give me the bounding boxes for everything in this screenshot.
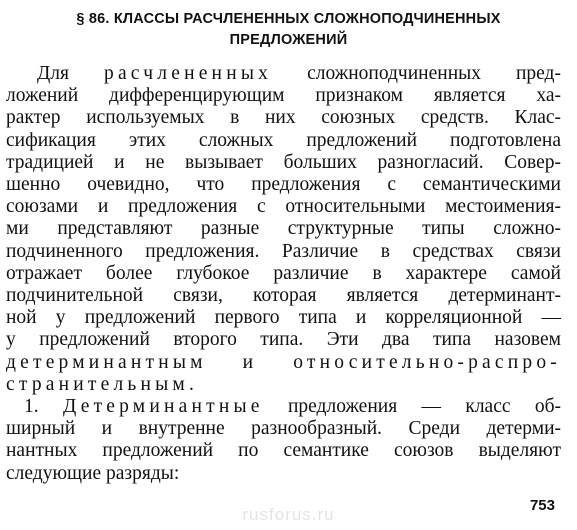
text-line: следующие разряды: (6, 462, 180, 484)
text-line: ми представляют разные структурные типы сложно- (6, 218, 561, 240)
text-line: традицией и не вызывает больших разногласий. Совер- (6, 151, 561, 173)
text-line: союзами и предложения с относительными местоимения- (6, 196, 561, 218)
spaced-term: детерминантным и относительно-распро- (6, 351, 561, 373)
watermark: rusforus.ru (242, 505, 335, 524)
text-line: у предложений второго типа. Эти два типа назовем (6, 329, 561, 351)
body-text (6, 63, 561, 485)
spaced-term: расчлененных (104, 63, 273, 84)
text-line: отражает более глубокое различие в характере самой (6, 262, 561, 284)
text-line: подчинительной связи, которая является детерминант- (6, 285, 561, 307)
text-line: сификация этих сложных предложений подготовлена (6, 129, 561, 151)
text-line: шенно очевидно, что предложения с семантическими (6, 174, 561, 196)
page-number: 753 (529, 497, 555, 514)
text-line: ложений дифференцирующим признаком является ха- (6, 85, 561, 107)
text-line: рактер используемых в них союзных средств. Клас- (6, 107, 561, 129)
spaced-term: странительным. (6, 373, 199, 395)
text-line: ширный и внутренне разнообразный. Среди детерми- (6, 418, 561, 440)
text-line: ной у предложений первого типа и корреляционной — (6, 307, 561, 329)
text-line: 1. Детерминантные предложения — класс об- (24, 396, 562, 418)
section-heading-line-2: ПРЕДЛОЖЕНИЙ (229, 32, 348, 48)
text-line: Для расчлененных сложноподчиненных пред- (37, 63, 561, 84)
spaced-term: Детерминантные (62, 396, 264, 418)
section-heading-line-1: § 86. КЛАССЫ РАСЧЛЕНЕННЫХ СЛОЖНОПОДЧИНЕННЫХ (76, 11, 501, 27)
text-line: подчиненного предложения. Различие в средствах связи (6, 240, 561, 262)
text-line: нантных предложений по семантике союзов выделяют (6, 440, 561, 462)
section-heading (0, 9, 577, 51)
